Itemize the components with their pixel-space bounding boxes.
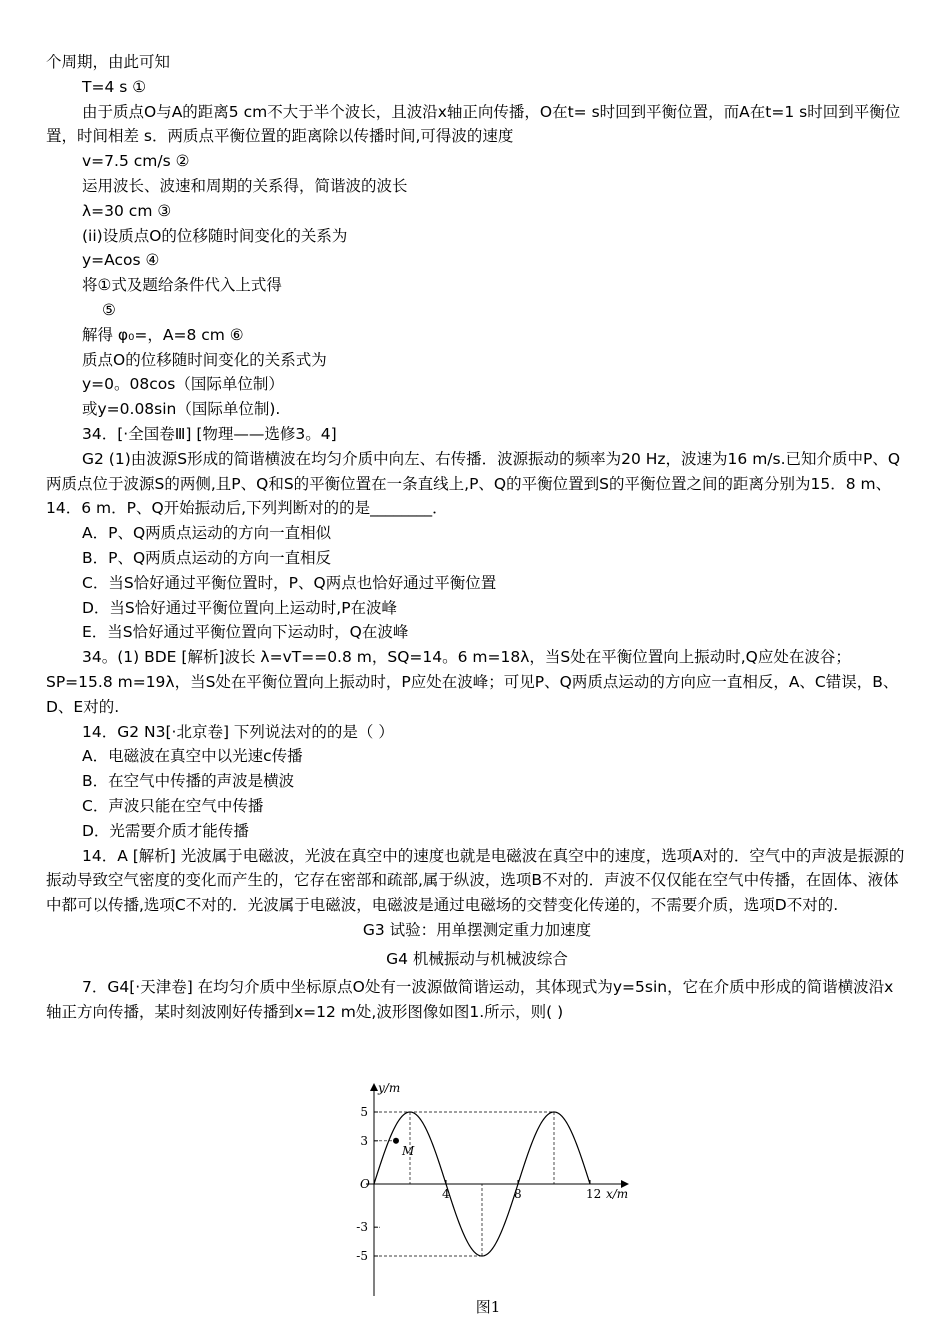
wave-chart <box>338 1080 638 1300</box>
equation-line: λ=30 cm ③ <box>82 201 172 220</box>
question-text: G2 (1)由波源S形成的简谐横波在均匀介质中向左、右传播．波源振动的频率为20 Hz，波速为16 m/s.已知介质中P、Q两质点位于波源S的两侧,且P、Q和S的平衡位置在一条直线上,P、Q的平衡位置到S的平衡位置之间的距离分别为15．8 m、14．6 m．P、Q开始振动后,下列判断对的的是________． <box>46 449 901 518</box>
section-heading: G3 试验：用单摆测定重力加速度 <box>362 920 592 939</box>
equation-line: v=7.5 cm/s ② <box>82 152 190 171</box>
x-axis-label: x/m <box>606 1187 629 1201</box>
option-d: D．当S恰好通过平衡位置向上运动时,P在波峰 <box>82 598 398 617</box>
option-b: B．P、Q两质点运动的方向一直相反 <box>82 548 332 567</box>
equation-line: y=0。08cos（国际单位制） <box>82 375 284 394</box>
text-line: 运用波长、波速和周期的关系得，简谐波的波长 <box>82 176 408 195</box>
wave-figure <box>338 1080 638 1300</box>
option-a: A．电磁波在真空中以光速c传播 <box>82 747 303 766</box>
x-tick-label: 4 <box>442 1187 450 1201</box>
option-b: B．在空气中传播的声波是横波 <box>82 772 295 791</box>
x-tick-label: 8 <box>514 1187 522 1201</box>
equation-line: 解得 φ₀=，A=8 cm ⑥ <box>82 325 244 344</box>
section-heading: G4 机械振动与机械波综合 <box>386 949 568 968</box>
origin-label: O <box>360 1177 370 1191</box>
answer-analysis: 14．A [解析] 光波属于电磁波，光波在真空中的速度也就是电磁波在真空中的速度，选项A对的．空气中的声波是振源的振动导致空气密度的变化而产生的，它存在密部和疏部,属于纵波，选项B不对的．声波不仅仅能在空气中传播，在固体、液体中都可以传播,选项C不对的．光波属于电磁波，电磁波是通过电磁场的交替变化传递的，不需要介质，选项D不对的. <box>46 846 905 915</box>
point-m <box>393 1138 399 1144</box>
equation-line: y=Acos ④ <box>82 251 160 270</box>
option-d: D．光需要介质才能传播 <box>82 821 249 840</box>
text-line: (ii)设质点O的位移随时间变化的关系为 <box>82 226 348 245</box>
question-header: 14．G2 N3[·北京卷] 下列说法对的的是（ ） <box>82 722 394 741</box>
answer-analysis: 34。(1) BDE [解析]波长 λ=vT==0.8 m，SQ=14。6 m=18λ，当S处在平衡位置向上振动时,Q应处在波谷；SP=15.8 m=19λ，当S处在平衡位置向上振动时，P应处在波峰；可见P、Q两质点运动的方向应一直相反，A、C错误，B、D、E对的. <box>46 648 899 716</box>
option-a: A．P、Q两质点运动的方向一直相似 <box>82 524 332 543</box>
option-c: C．声波只能在空气中传播 <box>82 796 264 815</box>
paragraph: 由于质点O与A的距离5 cm不大于半个波长，且波沿x轴正向传播，O在t= s时回到平衡位置，而A在t=1 s时回到平衡位置，时间相差 s．两质点平衡位置的距离除以传播时间,可得波的速度 <box>46 102 901 146</box>
option-e: E．当S恰好通过平衡位置向下运动时，Q在波峰 <box>82 623 409 642</box>
question-header: 34．[·全国卷Ⅲ] [物理——选修3。4] <box>82 424 337 443</box>
point-m-label: M <box>402 1143 415 1158</box>
equation-line: ⑤ <box>102 300 116 319</box>
document-page <box>46 50 908 1025</box>
option-c: C．当S恰好通过平衡位置时，P、Q两点也恰好通过平衡位置 <box>82 573 497 592</box>
y-tick-label: 5 <box>360 1105 368 1119</box>
text-line: 个周期，由此可知 <box>46 53 171 71</box>
equation-line: T=4 s ① <box>82 77 147 96</box>
text-line: 质点O的位移随时间变化的关系式为 <box>82 350 327 369</box>
y-tick-label: -5 <box>356 1249 368 1263</box>
figure-caption: 图1 <box>475 1298 501 1316</box>
x-tick-label: 12 <box>586 1187 602 1201</box>
question-text: 7．G4[·天津卷] 在均匀介质中坐标原点O处有一波源做简谐运动，其体现式为y=5sin，它在介质中形成的简谐横波沿x轴正方向传播，某时刻波刚好传播到x=12 m处,波形图像如图1.所示，则( ) <box>46 978 894 1022</box>
text-line: 将①式及题给条件代入上式得 <box>82 276 282 295</box>
y-axis-label: y/m <box>378 1081 401 1095</box>
equation-line: 或y=0.08sin（国际单位制). <box>82 400 281 419</box>
y-tick-label: -3 <box>356 1220 368 1235</box>
y-tick-label: 3 <box>360 1133 368 1148</box>
